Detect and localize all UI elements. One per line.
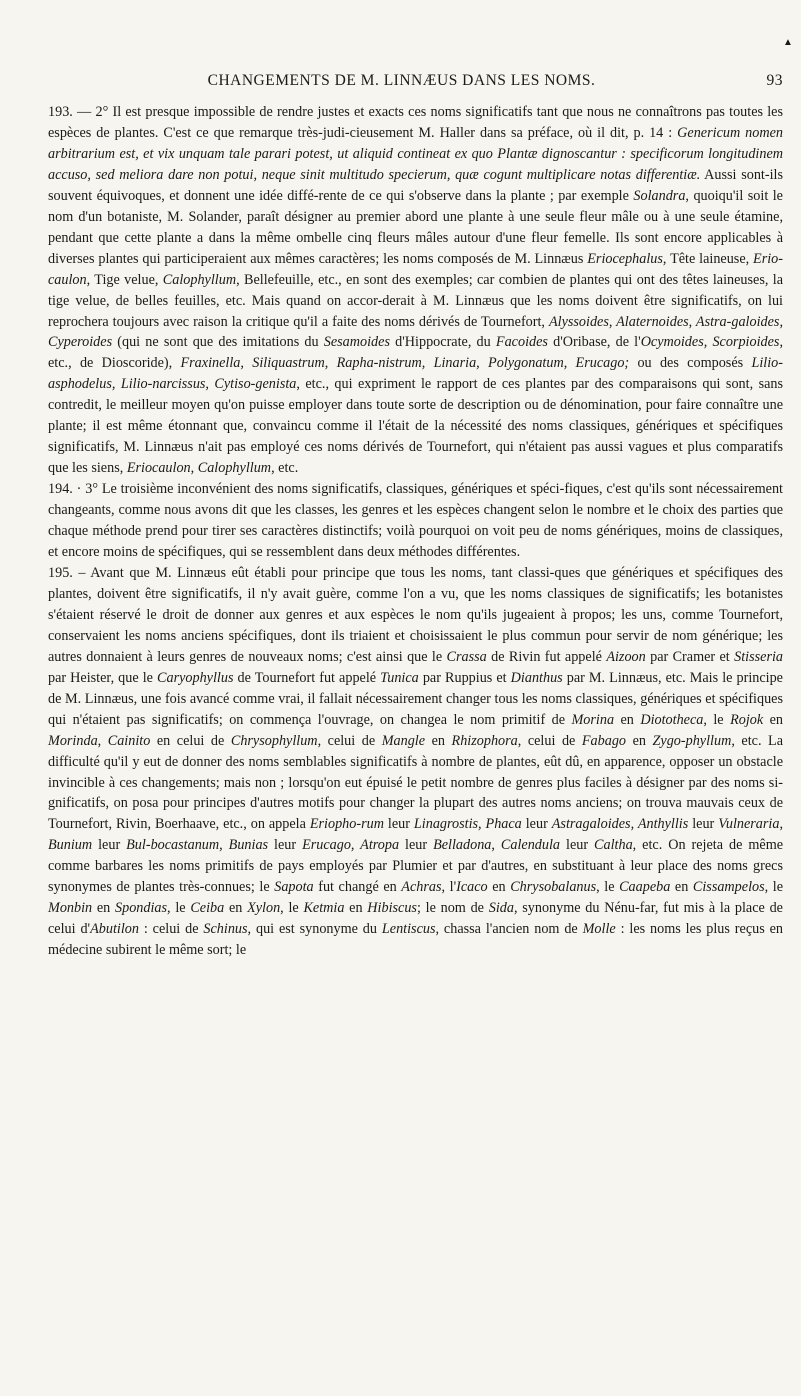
text-run: , le (167, 900, 191, 917)
italic-run: Rhizophora (451, 732, 518, 749)
italic-run: Hibiscus (367, 900, 417, 917)
italic-run: Dianthus (510, 669, 563, 686)
italic-run: Calophyllum (197, 460, 272, 477)
italic-run: Bunium (48, 837, 93, 854)
text-run: leur (92, 837, 127, 854)
paragraph-2 (48, 479, 783, 563)
text-run: , le (280, 900, 304, 917)
paragraph-3 (48, 563, 783, 961)
text-run: en (626, 732, 653, 749)
italic-run: Stisseria (734, 648, 783, 665)
italic-run: Eriopho-rum (309, 816, 384, 833)
italic-run: Lilio-asphodelus, Lilio-narcissus, Cytiso-genista (48, 355, 783, 393)
text-run: , l' (441, 879, 457, 896)
running-title: CHANGEMENTS DE M. LINNÆUS DANS LES NOMS. (207, 72, 596, 89)
text-run: 194. · 3° Le troisième inconvénient des noms significatifs, classiques, génériques et spéci-fiques, c'est qu'ils sont nécessairement changeants, comme nous avons dit que les classes, les genres et les espèces changent selon le nombre et le choix des parties que chaque méthode prend pour tirer ses caractères distinctifs; voilà pourquoi on voit peu de noms génériques, moins de classiques, et encore moins de spécifiques, qui se ressemblent dans deux méthodes différentes. (48, 481, 783, 561)
italic-run: Alyssoides, Alaternoides, Astra-galoides, Cyperoides (48, 313, 783, 351)
text-run: en (614, 711, 641, 728)
text-run: , Tige velue, (86, 271, 163, 288)
text-run: , quoiqu'il soit le nom d'un botaniste, M. Solander, paraît désigner au premier abord une plante à une seule fleur mâle ou à une seule étamine, pendant que cette plante a dans la même ombelle cinq fleurs mâles autour d'une fleur femelle. Ils sont encore applicables à diverses plantes qui participeraient aux mêmes caractères; les noms composés de M. Linnæus (48, 187, 783, 267)
italic-run: Ketmia (303, 900, 345, 917)
italic-run: Facoides (495, 334, 548, 351)
italic-run: Eriocephalus (587, 250, 663, 267)
italic-run: Achras (401, 879, 442, 896)
text-run: 193. — 2° Il est presque impossible de rendre justes et exacts ces noms significatifs tant que nous ne connaîtrons pas toutes les espèces de plantes. C'est ce que remarque très-judi-cieusement M. Haller dans sa préface, où il dit, p. 14 : (48, 104, 783, 141)
text-run: : celui de (138, 921, 204, 938)
running-header (48, 72, 783, 96)
text-run: , etc. On rejeta de même comme barbares les noms primitifs de pays employés par Plumier et par d'autres, en substituant à leur place des noms grecs synonymes de plantes très-connues; le (48, 837, 784, 896)
text-run: en (425, 732, 452, 749)
text-run: , Bellefeuille, etc., en sont des exemples; car combien de plantes qui ont des têtes laineuses, la tige velue, de belles feuilles, etc. Mais quand on accor-derait à M. Linnæus que les noms doivent être significatifs, on lui reprochera toujours avec raison la critique qu'il a faite des noms dérivés de Tournefort, (48, 271, 783, 330)
text-run: en (487, 879, 511, 896)
text-run: ; le nom de (416, 900, 489, 917)
text-run: ou des composés (629, 355, 752, 372)
text-run: , (190, 460, 198, 477)
text-run: , etc. (271, 460, 299, 477)
text-run: leur (560, 837, 595, 854)
text-run: 195. – Avant que M. Linnæus eût établi pour principe que tous les noms, tant classi-ques que génériques et spécifiques des plantes, doivent être significatifs, il n'y avait guère, comme l'on a vu, que les noms classiques de significatifs; les botanistes s'étaient réservé le droit de donner aux genres et aux espèces le nom qu'ils jugeaient à propos; les uns, comme Tournefort, conservaient les noms anciens spécifiques, dont ils triaient et choisissaient le plus commun pour servir de nom générique; les autres donnaient à leurs genres de nouveaux noms; c'est ainsi que le (48, 564, 783, 665)
italic-run: Sapota (274, 879, 314, 896)
italic-run: Astragaloides, Anthyllis (551, 816, 689, 833)
italic-run: Mangle (381, 732, 426, 749)
text-run: par Cramer et (645, 648, 735, 665)
text-run: de Tournefort fut appelé (233, 669, 381, 686)
text-run: par M. Linnæus, etc. Mais le principe de M. Linnæus, une fois avancé comme vrai, il fallait nécessairement changer tous les noms classiques, génériques et spécifiques qui n'étaient pas significatifs; on commença l'ouvrage, on changea le nom primitif de (48, 669, 783, 728)
italic-run: Calendula (500, 837, 561, 854)
italic-run: Monbin (48, 900, 93, 917)
italic-run: Calophyllum (162, 271, 237, 288)
text-run: , Tête laineuse, (662, 250, 754, 267)
italic-run: Chrysobalanus (510, 879, 597, 896)
text-run: Aussi sont-ils souvent équivoques, et donnent une idée diffé-rente de ce qui s'observe dans la plante ; par exemple (48, 166, 783, 204)
text-run: , (97, 732, 108, 749)
text-run: en (344, 900, 368, 917)
text-run: , celui de (517, 732, 582, 749)
text-run: fut changé en (313, 879, 402, 896)
italic-run: Caapeba (619, 879, 671, 896)
italic-run: Caryophyllus (157, 669, 234, 686)
italic-run: Ceiba (190, 900, 225, 917)
text-run: leur (688, 816, 719, 833)
italic-run: Chrysophyllum (230, 732, 318, 749)
text-run: , le (596, 879, 620, 896)
text-run: (qui ne sont que des imitations du (112, 334, 324, 351)
text-run: , chassa l'ancien nom de (435, 921, 583, 938)
italic-run: Crassa (446, 648, 487, 665)
italic-run: Tunica (380, 669, 419, 686)
italic-run: Genericum nomen arbitrarium est, et vix unquam tale parari potest, ut aliquid contineat ex quo Plantæ dignoscantur : specificorum longitudinem accuso, sed meliora dare non potui, neque sinit multitudo specierum, quæ cogunt multiplicare notas differentiæ. (48, 124, 783, 183)
italic-run: Molle (582, 921, 616, 938)
italic-run: Caltha (594, 837, 633, 854)
italic-run: Ocymoides, Scorpioides (640, 334, 780, 351)
italic-run: Sesamoides (323, 334, 390, 351)
italic-run: Icaco (456, 879, 488, 896)
italic-run: Cainito (107, 732, 151, 749)
text-run: en (670, 879, 693, 896)
text-run: par Ruppius et (418, 669, 511, 686)
italic-run: Morinda (48, 732, 98, 749)
text-run: , etc., de Dioscoride), (48, 334, 783, 372)
italic-run: Erucago, Atropa (302, 837, 400, 854)
text-run: de Rivin fut appelé (486, 648, 607, 665)
text-run: , etc. La difficulté qu'il y eut de donner des noms semblables significatifs à nombre de plantes, eût dû, en apparence, opposer un obstacle invincible à ces changements; mais non ; lorsqu'on eut épuisé le petit nombre de genres plus faciles à désigner par des noms si-gnificatifs, on posa pour principes d'autres motifs pour changer la plupart des autres noms anciens; on trouva mauvais ceux de Tournefort, Rivin, Boerhaave, etc., on appela (48, 732, 784, 833)
italic-run: Bul-bocastanum, Bunias (126, 837, 269, 854)
text-run: leur (399, 837, 434, 854)
text-run: leur (521, 816, 552, 833)
paragraph-1 (48, 102, 783, 479)
italic-run: Sida (488, 900, 514, 917)
text-run: d'Oribase, de l' (547, 334, 641, 351)
corner-mark: ▲ (783, 37, 793, 48)
italic-run: Fabago (581, 732, 627, 749)
text-run: , qui est synonyme du (247, 921, 382, 938)
text-run: , le (764, 879, 783, 896)
italic-run: Abutilon (90, 921, 139, 938)
italic-run: Morina (571, 711, 615, 728)
text-run: en celui de (150, 732, 231, 749)
italic-run: Erio-caulon (48, 250, 783, 288)
text-run: par Heister, que le (48, 669, 158, 686)
page-number: 93 (766, 72, 783, 89)
italic-run: Solandra (633, 187, 686, 204)
text-run: , celui de (317, 732, 382, 749)
text-run: , (491, 837, 501, 854)
italic-run: Linagrostis, Phaca (413, 816, 522, 833)
text-run: , (779, 816, 783, 833)
italic-run: Lentiscus (381, 921, 436, 938)
italic-run: Rojok (730, 711, 764, 728)
italic-run: Xylon (247, 900, 281, 917)
italic-run: Aizoon (606, 648, 646, 665)
text-run: en (92, 900, 116, 917)
text-run: en (224, 900, 248, 917)
italic-run: Vulneraria (718, 816, 780, 833)
text-run: leur (268, 837, 303, 854)
italic-run: Zygo-phyllum (652, 732, 732, 749)
text-run: , le (703, 711, 731, 728)
italic-run: Spondias (115, 900, 168, 917)
italic-run: Belladona (433, 837, 492, 854)
text-run: d'Hippocrate, du (389, 334, 496, 351)
text-run: : les noms les plus reçus en médecine subirent le même sort; le (48, 921, 784, 959)
italic-run: Diototheca (640, 711, 704, 728)
italic-run: Cissampelos (692, 879, 765, 896)
body-text (48, 102, 783, 961)
text-run: , etc., qui expriment le rapport de ces plantes par des comparaisons qui sont, sans contredit, le meilleur moyen qu'on puisse employer dans toute sorte de description ou de dénomination, pour faire connaître une plante; il est même étonnant que, convaincu comme il l'était de la nécessité des noms classiques, génériques et spécifiques significatifs, M. Linnæus n'ait pas employé ces noms dérivés de Tournefort, qui n'étaient pas aussi vagues et plus comparatifs que les siens, (48, 376, 783, 477)
italic-run: Eriocaulon (126, 460, 191, 477)
text-run: leur (383, 816, 414, 833)
italic-run: Fraxinella, Siliquastrum, Rapha-nistrum, Linaria, Polygonatum, Erucago; (180, 355, 630, 372)
italic-run: Schinus (203, 921, 248, 938)
text-run: en (763, 711, 783, 728)
text-run: , synonyme du Nénu-far, fut mis à la place de celui d' (48, 900, 783, 938)
